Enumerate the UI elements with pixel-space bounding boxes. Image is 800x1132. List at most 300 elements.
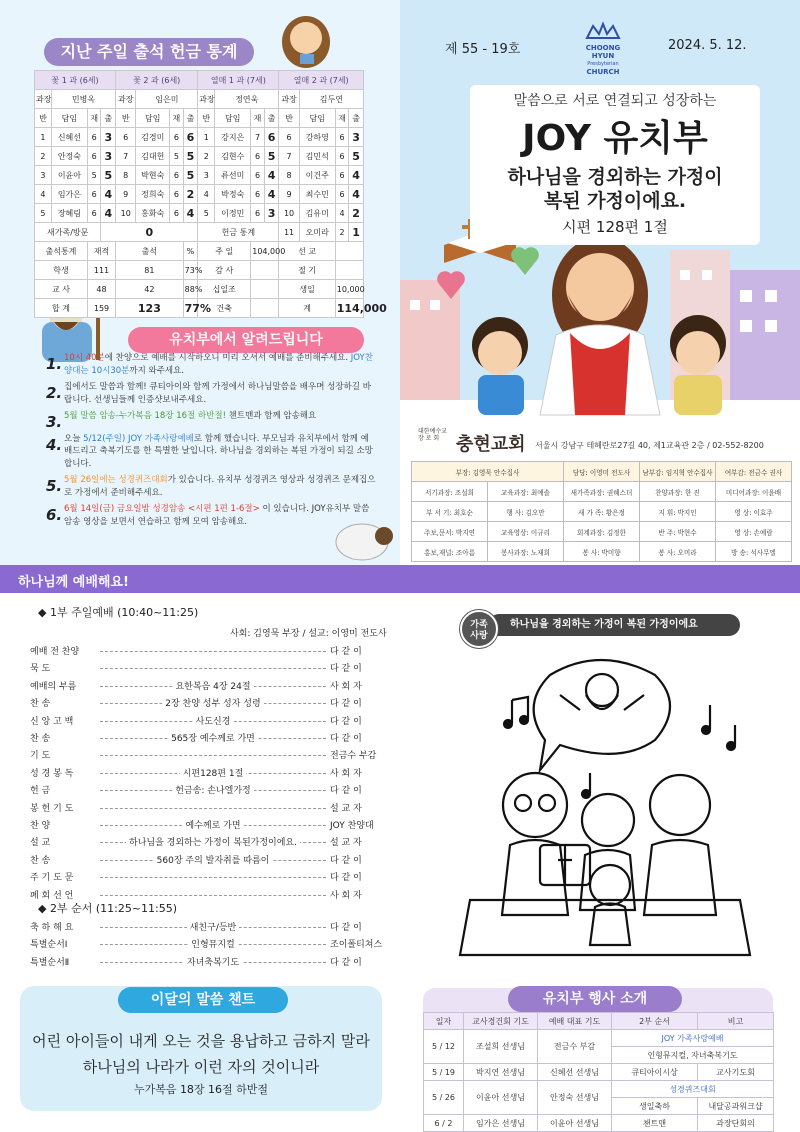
offering-cell — [251, 261, 279, 280]
stats-leader-cell: 임은미 — [136, 90, 198, 109]
event-cell: 교사기도회 — [698, 1064, 774, 1081]
chant-line2: 하나님의 나라가 이런 자의 것이니라 — [82, 1058, 320, 1076]
order-item-content: 2장 찬양 성부 성자 성령 — [162, 699, 263, 709]
event-cell: 성경퀴즈대회 — [612, 1081, 774, 1098]
staff-row — [412, 522, 792, 542]
order-item-content: 자녀축복기도 — [184, 958, 242, 968]
event-cell: 안정숙 선생님 — [538, 1081, 612, 1115]
staff-row — [412, 542, 792, 562]
stats-cell: 8 — [116, 166, 136, 185]
stats-class-row — [35, 166, 364, 185]
staff-cell: 회계과장: 김정한 — [564, 522, 640, 542]
stats-cell: 2 — [183, 185, 198, 204]
order-item-content: 사도신경 — [193, 717, 234, 727]
notice-text — [64, 410, 376, 429]
order-item-person: 사 회 자 — [330, 768, 362, 779]
stats-cell: 2 — [349, 204, 364, 223]
family-badge-line1: 가족 — [470, 620, 488, 630]
family-badge — [460, 610, 498, 648]
order-item-content-wrap — [100, 679, 326, 692]
order-item-name: 찬 송 — [30, 699, 51, 710]
stats-cell: 5 — [87, 166, 101, 185]
stats-sub-header-cell: 재 — [335, 109, 349, 128]
offering-cell: 생일 — [279, 280, 335, 299]
staff-cell: 봉 사: 박미향 — [564, 542, 640, 562]
event-header-cell: 비고 — [698, 1013, 774, 1030]
stats-sub-header-cell: 반 — [116, 109, 136, 128]
order-item-name: 예배 전 찬양 — [30, 647, 80, 657]
stats-sub-header-cell: 출 — [264, 109, 279, 128]
stats-summary-row — [35, 242, 364, 261]
notice-text-part: JOY찬양대는 10시30분 — [64, 353, 373, 376]
newcomer-label: 새가족/방문 — [35, 223, 101, 242]
order-item-content-wrap — [100, 818, 326, 831]
event-cell: JOY 가족사랑예배 — [612, 1030, 774, 1047]
worship-order-row — [30, 766, 380, 782]
notice-item — [46, 433, 376, 471]
worship-order-row — [30, 644, 380, 660]
stats-newcomer-row — [35, 223, 364, 242]
stats-cell: 4 — [264, 166, 279, 185]
order-item-person: JOY 찬양대 — [330, 821, 374, 831]
notice-item — [46, 474, 376, 499]
order-item-content: 예수께로 가면 — [182, 821, 243, 831]
stats-cell: 5 — [170, 147, 184, 166]
stats-cell: 박현숙 — [136, 166, 170, 185]
order-item-content-wrap — [100, 766, 326, 779]
order-item-name: 찬 송 — [30, 855, 51, 866]
stats-sub-header-cell: 담임 — [215, 109, 251, 128]
event-header-row — [424, 1013, 774, 1030]
event-cell: 큐티아이시상 — [612, 1064, 698, 1081]
stats-sub-header-cell: 출 — [183, 109, 198, 128]
order-item-name: 신 앙 고 백 — [30, 716, 74, 727]
order-item-content: 인형뮤지컬 — [188, 940, 237, 950]
staff-row — [412, 482, 792, 502]
order-item-content-wrap — [100, 731, 326, 744]
worship-order-row — [30, 835, 380, 851]
notice-number: 4. — [46, 435, 63, 454]
stats-cell: 강지은 — [215, 128, 251, 147]
event-cell: 전금수 부감 — [538, 1030, 612, 1064]
summary-cell: 출석통계 — [35, 242, 88, 261]
family-worship-coloring-illustration — [440, 645, 770, 980]
heart-icon — [436, 264, 466, 304]
stats-cell: 6 — [251, 166, 265, 185]
event-cell: 5 / 12 — [424, 1030, 464, 1064]
offering-cell: 감 사 — [198, 261, 251, 280]
staff-cell: 담당: 이영미 전도사 — [564, 462, 640, 482]
stats-class-row — [35, 185, 364, 204]
notice-number: 6. — [46, 506, 63, 524]
bible-figure-illustration — [270, 8, 342, 70]
stats-sub-header-cell: 담임 — [299, 109, 335, 128]
stats-cell: 8 — [279, 166, 299, 185]
event-cell: 임가은 선생님 — [464, 1115, 538, 1132]
worship-order-row — [30, 853, 380, 869]
stats-cell: 6 — [87, 204, 101, 223]
order-item-content: 요한복음 4장 24절 — [172, 682, 253, 692]
notice-text-part: 로 함께 했습니다. 부모님과 유치부에서 함께 예배드리고 축복기도를 한 특별한 날입니다. 하나님을 경외하는 복된 가정이 되길 소망합니다. — [64, 433, 373, 469]
stats-cell: 6 — [335, 185, 349, 204]
notice-text — [64, 503, 376, 528]
order-item-content-wrap — [100, 835, 326, 848]
order-item-person: 다 같 이 — [330, 734, 362, 744]
stats-cell: 정희숙 — [136, 185, 170, 204]
order-item-name: 헌 금 — [30, 786, 51, 797]
stats-cell: 박정숙 — [215, 185, 251, 204]
notice-item — [46, 381, 376, 406]
main-title: JOY 유치부 — [522, 118, 708, 159]
staff-cell: 영 상: 이효주 — [716, 502, 792, 522]
stats-cell: 3 — [101, 128, 116, 147]
stats-cell: 2 — [198, 147, 215, 166]
stats-cell: 6 — [170, 128, 184, 147]
theme-verse-line1: 하나님을 경외하는 가정이 — [507, 166, 723, 188]
order-item-person: 다 같 이 — [330, 855, 362, 866]
stats-sub-header-cell: 출 — [349, 109, 364, 128]
notice-text — [64, 381, 376, 406]
event-row — [424, 1115, 774, 1132]
staff-cell: 홍보,재널: 조아름 — [412, 542, 488, 562]
event-row — [424, 1081, 774, 1098]
stats-cell: 5 — [183, 166, 198, 185]
stats-leader-cell: 정연욱 — [215, 90, 279, 109]
stats-cell: 홍화숙 — [136, 204, 170, 223]
church-name: 충현교회 — [456, 434, 526, 455]
order-item-content-wrap — [100, 920, 326, 933]
logo-text-line1: CHOONG HYUN — [585, 44, 621, 60]
summary-cell: 48 — [87, 280, 115, 299]
event-cell: 6 / 2 — [424, 1115, 464, 1132]
order-item-name: 설 교 — [30, 838, 51, 849]
stats-group-header: 열매 1 과 (7세) — [198, 71, 279, 90]
staff-cell: 영 상: 손예람 — [716, 522, 792, 542]
event-cell: 내달공과워크샵 — [698, 1098, 774, 1115]
stats-cell: 강하영 — [299, 128, 335, 147]
staff-cell: 주보,문서: 박지연 — [412, 522, 488, 542]
staff-table — [411, 461, 792, 562]
attendance-offering-table — [34, 70, 387, 318]
notice-item — [46, 410, 376, 429]
summary-cell: 42 — [116, 280, 184, 299]
stats-cell: 6 — [87, 147, 101, 166]
summary-cell: 학생 — [35, 261, 88, 280]
order-item-content: 헌금송: 손나엘가정 — [172, 786, 253, 796]
summary-cell: 합 계 — [35, 299, 88, 318]
worship-order-row — [30, 783, 380, 799]
summary-cell: 88% — [183, 280, 198, 299]
stats-cell: 6 — [87, 185, 101, 204]
summary-cell: 159 — [87, 299, 115, 318]
green-heart-icon — [510, 240, 540, 280]
order-item-name: 예배의 부름 — [30, 681, 77, 692]
stats-cell: 안정숙 — [51, 147, 87, 166]
offering-cell — [251, 299, 279, 318]
slogan: 말씀으로 서로 연결되고 성장하는 — [513, 93, 717, 109]
stats-cell: 최수민 — [299, 185, 335, 204]
order-item-person: 다 같 이 — [330, 923, 362, 933]
stats-group-header: 꽃 2 과 (6세) — [116, 71, 198, 90]
stats-cell: 6 — [335, 128, 349, 147]
offering-cell — [251, 280, 279, 299]
staff-cell: 교육과장: 최예솔 — [488, 482, 564, 502]
dotted-leader — [100, 895, 326, 896]
staff-cell: 행 사: 김오만 — [488, 502, 564, 522]
dotted-leader — [100, 755, 326, 756]
logo-text — [578, 44, 628, 76]
stats-leader-cell: 과장 — [35, 90, 52, 109]
stats-cell: 1 — [198, 128, 215, 147]
worship-order-row — [30, 870, 380, 886]
stats-cell: 1 — [349, 223, 364, 242]
bulletin-date: 2024. 5. 12. — [668, 38, 747, 53]
stats-cell: 11 — [279, 223, 299, 242]
stats-cell: 오미라 — [299, 223, 335, 242]
order-item-content-wrap — [100, 783, 326, 796]
section2-title: ◆ 2부 순서 (11:25~11:55) — [38, 902, 178, 915]
staff-cell: 여부감: 전금수 권사 — [716, 462, 792, 482]
stats-cell: 류선미 — [215, 166, 251, 185]
stats-cell: 9 — [116, 185, 136, 204]
stats-cell: 5 — [349, 147, 364, 166]
family-badge-line2: 사랑 — [470, 631, 488, 641]
order-item-name: 찬 송 — [30, 734, 51, 744]
order-item-person: 다 같 이 — [330, 957, 362, 968]
order-item-person: 설 교 자 — [330, 803, 362, 814]
stats-sub-header-cell: 재 — [87, 109, 101, 128]
summary-cell: 재적 — [87, 242, 115, 261]
stats-cell: 6 — [183, 128, 198, 147]
order-item-person: 조이폴티쳐스 — [330, 940, 383, 951]
stats-cell: 10 — [279, 204, 299, 223]
order-item-content: 시편128편 1절 — [180, 769, 247, 779]
stats-cell: 7 — [116, 147, 136, 166]
stats-class-row — [35, 128, 364, 147]
order-item-name: 기 도 — [30, 751, 51, 762]
stats-cell: 6 — [170, 166, 184, 185]
staff-cell: 지 휘: 박지인 — [640, 502, 716, 522]
stats-group-header: 열매 2 과 (7세) — [279, 71, 364, 90]
order-item-content: 560장 주의 발자취를 따름이 — [154, 856, 273, 866]
stats-cell: 5 — [183, 147, 198, 166]
event-cell: 과장단회의 — [698, 1115, 774, 1132]
stats-summary-row — [35, 261, 364, 280]
stats-cell: 4 — [349, 185, 364, 204]
order-item-name: 찬 양 — [30, 821, 51, 831]
stats-cell: 4 — [198, 185, 215, 204]
staff-cell: 교육영상: 이규리 — [488, 522, 564, 542]
notice-text-part: 이 있습니다. JOY유치부 말씀 암송 영상을 보면서 연습하고 함께 모여 암송해요. — [64, 504, 370, 527]
notice-number: 3. — [46, 413, 63, 431]
notice-list — [46, 352, 376, 532]
stats-cell: 6 — [116, 128, 136, 147]
offering-cell: 104,000 — [251, 242, 279, 261]
worship-order-row — [30, 801, 380, 817]
stats-cell: 6 — [170, 204, 184, 223]
event-header-cell: 일자 — [424, 1013, 464, 1030]
stats-leader-cell: 과장 — [279, 90, 299, 109]
stats-cell: 5 — [101, 166, 116, 185]
event-title: 유치부 행사 소개 — [508, 986, 682, 1012]
worship-order-row — [30, 714, 380, 730]
notice-title: 유치부에서 알려드립니다 — [128, 327, 364, 353]
stats-cell: 6 — [335, 147, 349, 166]
stats-cell: 4 — [335, 204, 349, 223]
stats-sub-header-cell: 재 — [251, 109, 265, 128]
order-item-content-wrap — [100, 696, 326, 709]
staff-cell: 방 송: 석사무엘 — [716, 542, 792, 562]
event-cell: 생일축하 — [612, 1098, 698, 1115]
staff-cell: 서기과장: 조설희 — [412, 482, 488, 502]
order-item-person: 다 같 이 — [330, 647, 362, 657]
stats-cell: 5 — [198, 204, 215, 223]
stats-group-header: 꽃 1 과 (6세) — [35, 71, 116, 90]
summary-cell: 77% — [183, 299, 198, 318]
order-item-person: 다 같 이 — [330, 873, 362, 884]
stats-cell: 4 — [264, 185, 279, 204]
order-item-content: 565장 예수께로 가면 — [168, 734, 258, 744]
stats-summary-row — [35, 280, 364, 299]
church-denomination: 대한예수교 장 로 회 — [418, 428, 447, 442]
notice-text-part: 5월 말씀 암송-누가복음 18장 16절 하반절! — [64, 411, 226, 421]
event-row — [424, 1064, 774, 1081]
stats-cell: 6 — [87, 128, 101, 147]
stats-cell: 5 — [35, 204, 52, 223]
offering-cell: 계 — [279, 299, 335, 318]
chant-ref: 누가복음 18장 16절 하반절 — [133, 1083, 269, 1096]
dotted-leader — [100, 808, 326, 809]
worship-order-row — [30, 818, 380, 834]
stats-cell: 임가은 — [51, 185, 87, 204]
offering-cell: 건축 — [198, 299, 251, 318]
staff-cell: 미디어과장: 이윤배 — [716, 482, 792, 502]
notice-text — [64, 352, 376, 377]
stats-cell: 이건주 — [299, 166, 335, 185]
worship-order-row — [30, 696, 380, 712]
stats-sub-header-cell: 담임 — [51, 109, 87, 128]
issue-number: 제 55 - 19호 — [445, 42, 521, 57]
stats-cell: 1 — [35, 128, 52, 147]
order-item-name: 봉 헌 기 도 — [30, 803, 74, 814]
staff-cell: 봉사과장: 노재희 — [488, 542, 564, 562]
event-cell: 조설희 선생님 — [464, 1030, 538, 1064]
order-item-content-wrap — [100, 714, 326, 727]
right-banner — [400, 565, 800, 593]
stats-cell: 이윤아 — [51, 166, 87, 185]
dotted-leader — [100, 668, 326, 669]
notice-text-part: 가 있습니다. 유치부 성경퀴즈 영상과 성경퀴즈 문제집으로 가정에서 준비해주세요. — [64, 475, 376, 498]
church-crown-icon — [583, 22, 623, 40]
logo-text-line3: CHURCH — [586, 68, 620, 76]
stats-cell: 6 — [251, 185, 265, 204]
offering-cell: 선 교 — [279, 242, 335, 261]
notice-text-part: 5월 26일에는 성경퀴즈대회 — [64, 475, 168, 485]
summary-cell: 81 — [116, 261, 184, 280]
notice-text-part: 10시 40분 — [64, 353, 105, 363]
summary-cell: 교 사 — [35, 280, 88, 299]
stats-sub-header-cell: 담임 — [136, 109, 170, 128]
notice-number: 2. — [46, 384, 63, 402]
logo-text-line2: Presbyterian — [587, 61, 619, 67]
staff-cell: 부장: 김영묵 안수집사 — [412, 462, 564, 482]
offering-cell — [335, 261, 363, 280]
stats-leader-row — [35, 90, 364, 109]
newcomer-value: 0 — [101, 223, 198, 242]
stats-cell: 4 — [183, 204, 198, 223]
stats-leader-cell: 김두연 — [299, 90, 363, 109]
event-cell: 박지연 선생님 — [464, 1064, 538, 1081]
stats-cell: 6 — [335, 166, 349, 185]
event-cell: 신혜선 선생님 — [538, 1064, 612, 1081]
stats-class-row — [35, 147, 364, 166]
stats-sub-header-cell: 출 — [101, 109, 116, 128]
worship-order-row — [30, 937, 383, 953]
offering-cell: 절 기 — [279, 261, 335, 280]
stats-class-row — [35, 204, 364, 223]
stats-title: 지난 주일 출석 헌금 통계 — [44, 38, 254, 66]
event-cell: 이윤아 선생님 — [538, 1115, 612, 1132]
stats-cell: 3 — [35, 166, 52, 185]
offering-cell: 10,000 — [335, 280, 363, 299]
stats-cell: 9 — [279, 185, 299, 204]
chant-title: 이달의 말씀 챈트 — [118, 987, 288, 1013]
stats-cell: 김민석 — [299, 147, 335, 166]
offering-cell — [335, 242, 363, 261]
order-item-name: 축 하 해 요 — [30, 923, 74, 933]
summary-cell: % — [183, 242, 198, 261]
staff-cell: 찬양과장: 한 진 — [640, 482, 716, 502]
stats-sub-header-cell: 반 — [198, 109, 215, 128]
worship-banner-title: 하나님께 예배해요! — [18, 575, 129, 590]
stats-cell: 7 — [279, 147, 299, 166]
notice-item — [46, 352, 376, 377]
theme-verse — [470, 165, 760, 213]
order-item-person: 다 같 이 — [330, 664, 362, 675]
staff-cell: 부 서 기: 최호순 — [412, 502, 488, 522]
order-item-person: 전금수 부감 — [330, 751, 377, 762]
notice-number: 5. — [46, 477, 63, 495]
summary-cell: 73% — [183, 261, 198, 280]
notice-text — [64, 433, 376, 471]
theme-verse-ref: 시편 128편 1절 — [562, 218, 668, 236]
notice-text-part: 6월 14일(금) 금요일밤 성경암송 <시편 1편 1-6절> — [64, 504, 260, 514]
stats-cell: 신혜선 — [51, 128, 87, 147]
staff-cell: 반 주: 박현수 — [640, 522, 716, 542]
stats-cell: 5 — [264, 147, 279, 166]
stats-cell: 6 — [279, 128, 299, 147]
offering-cell: 주 일 — [198, 242, 251, 261]
worship-order-row — [30, 661, 380, 677]
notice-text-part: 에 찬양으로 예배를 시작하오니 미리 오셔서 예배를 준비해주세요. — [104, 353, 351, 363]
order-item-name: 특별순서Ⅰ — [30, 940, 68, 951]
order-item-person: 사 회 자 — [330, 681, 362, 692]
stats-summary-row — [35, 299, 364, 318]
event-cell: 5 / 26 — [424, 1081, 464, 1115]
stats-cell: 6 — [170, 185, 184, 204]
notice-text-part: 집에서도 말씀과 함께! 큐티아이와 함께 가정에서 하나님말씀을 배우며 성장하길 바랍니다. 선생님들께 인증샷보내주세요. — [64, 382, 371, 405]
stats-leader-cell: 과장 — [116, 90, 136, 109]
event-header-cell: 교사경건회 기도 — [464, 1013, 538, 1030]
notice-text — [64, 474, 376, 499]
stats-cell: 4 — [101, 204, 116, 223]
theme-verse-line2: 복된 가정이에요. — [543, 190, 687, 212]
order-item-name: 폐 회 선 언 — [30, 890, 74, 901]
notice-text-part: 챈트맨과 함께 암송해요 — [225, 411, 317, 421]
summary-cell: 출석 — [116, 242, 184, 261]
stats-sub-header-cell: 반 — [279, 109, 299, 128]
stats-group-header-row — [35, 71, 364, 90]
